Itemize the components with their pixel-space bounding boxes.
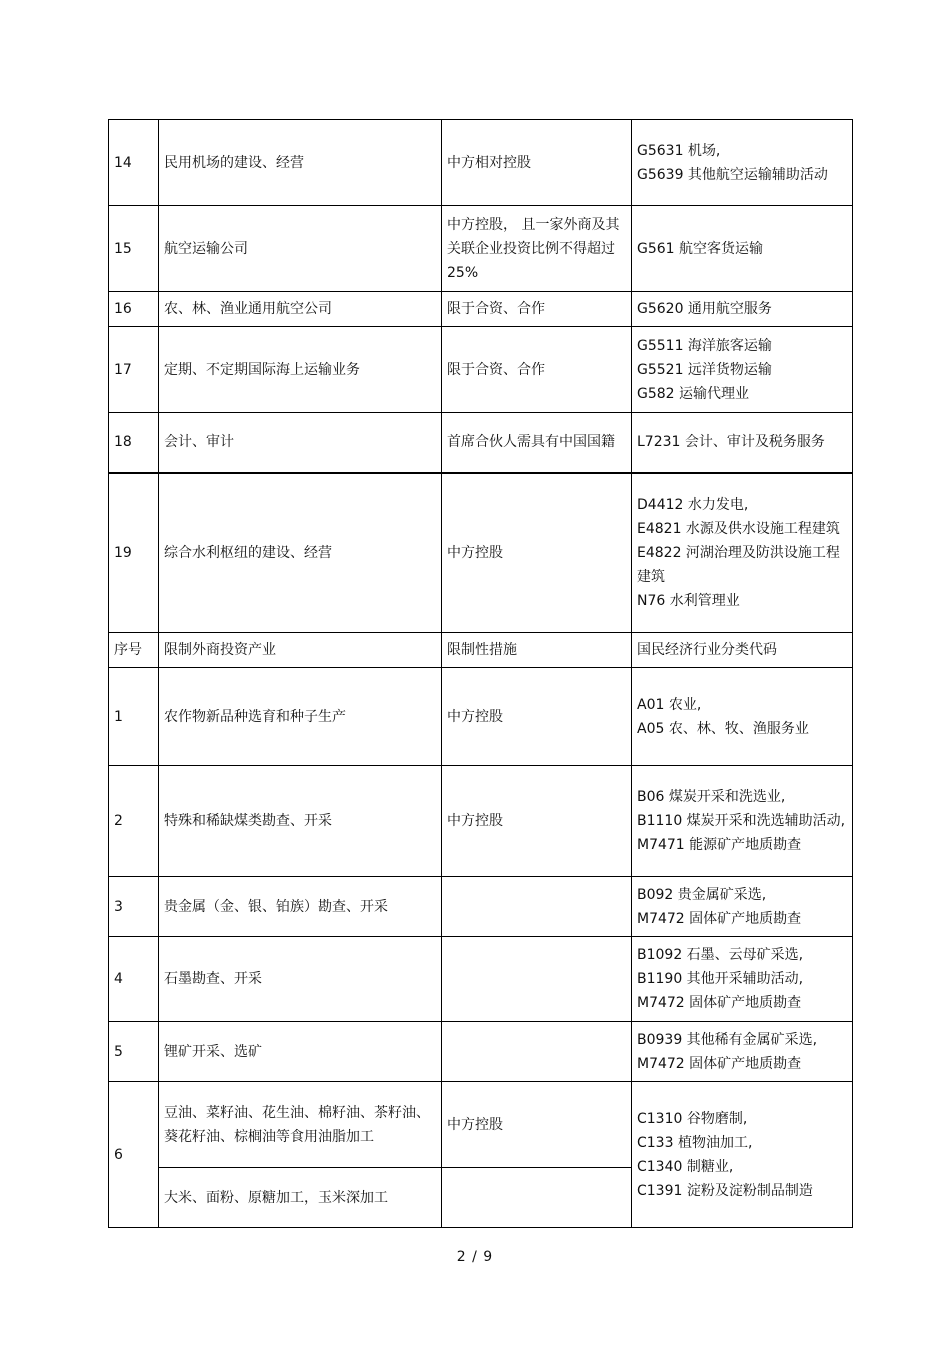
measure-cell <box>442 1022 632 1082</box>
table-row <box>109 1022 853 1082</box>
code-cell <box>632 1082 853 1228</box>
code-line: B0939 其他稀有金属矿采选, <box>637 1031 818 1048</box>
industry-cell: 定期、不定期国际海上运输业务 <box>159 327 442 413</box>
industry-cell: 石墨勘查、开采 <box>159 937 442 1022</box>
row-number: 16 <box>109 292 159 327</box>
industry-cell: 航空运输公司 <box>159 206 442 292</box>
code-line: L7231 会计、审计及税务服务 <box>637 434 825 451</box>
table-row <box>109 413 853 473</box>
industry-cell: 贵金属（金、银、铂族）勘查、开采 <box>159 877 442 937</box>
header-measure: 限制性措施 <box>442 633 632 668</box>
code-line: G5639 其他航空运输辅助活动 <box>637 166 828 183</box>
header-industry: 限制外商投资产业 <box>159 633 442 668</box>
measure-cell: 中方控股 <box>442 766 632 877</box>
code-line: A05 农、林、牧、渔服务业 <box>637 720 809 737</box>
table-row <box>109 120 853 206</box>
code-line: A01 农业, <box>637 696 702 713</box>
code-line: G561 航空客货运输 <box>637 240 764 257</box>
row-number: 6 <box>109 1082 159 1228</box>
industry-cell: 综合水利枢纽的建设、经营 <box>159 473 442 633</box>
code-line: M7472 固体矿产地质勘查 <box>637 910 802 927</box>
table-row <box>109 937 853 1022</box>
code-line: G5620 通用航空服务 <box>637 301 772 317</box>
code-cell <box>632 937 853 1022</box>
header-codes: 国民经济行业分类代码 <box>632 633 853 668</box>
industry-cell: 农、林、渔业通用航空公司 <box>159 292 442 327</box>
code-line: G5511 海洋旅客运输 <box>637 337 772 354</box>
measure-cell <box>442 1168 632 1228</box>
industry-cell: 农作物新品种选育和种子生产 <box>159 668 442 766</box>
code-cell <box>632 120 853 206</box>
code-line: C1391 淀粉及淀粉制品制造 <box>637 1182 813 1199</box>
industry-table <box>108 119 853 1228</box>
row-number: 1 <box>109 668 159 766</box>
code-cell <box>632 668 853 766</box>
row-number: 18 <box>109 413 159 473</box>
row-number: 3 <box>109 877 159 937</box>
industry-cell: 会计、审计 <box>159 413 442 473</box>
code-line: E4821 水源及供水设施工程建筑 <box>637 520 840 537</box>
row-number: 19 <box>109 473 159 633</box>
table-row <box>109 292 853 327</box>
measure-cell: 中方相对控股 <box>442 120 632 206</box>
code-cell <box>632 292 853 327</box>
code-line: N76 水利管理业 <box>637 592 740 609</box>
code-line: C1310 谷物磨制, <box>637 1110 748 1127</box>
industry-cell: 特殊和稀缺煤类勘查、开采 <box>159 766 442 877</box>
industry-cell: 大米、面粉、原糖加工，玉米深加工 <box>159 1168 442 1228</box>
code-line: C133 植物油加工, <box>637 1134 753 1151</box>
code-line: E4822 河湖治理及防洪设施工程建筑 <box>637 544 840 585</box>
code-line: G582 运输代理业 <box>637 385 750 402</box>
industry-cell: 豆油、菜籽油、花生油、棉籽油、茶籽油、葵花籽油、棕榈油等食用油脂加工 <box>159 1082 442 1168</box>
code-cell <box>632 327 853 413</box>
page-number: 2 / 9 <box>456 1249 494 1265</box>
table-row <box>109 1082 853 1168</box>
row-number: 4 <box>109 937 159 1022</box>
code-cell <box>632 877 853 937</box>
table-row <box>109 877 853 937</box>
row-number: 5 <box>109 1022 159 1082</box>
measure-cell: 中方控股 <box>442 668 632 766</box>
code-cell <box>632 413 853 473</box>
code-cell <box>632 206 853 292</box>
table-row <box>109 766 853 877</box>
measure-cell <box>442 877 632 937</box>
row-number: 17 <box>109 327 159 413</box>
industry-cell: 民用机场的建设、经营 <box>159 120 442 206</box>
table-row <box>109 327 853 413</box>
header-number: 序号 <box>109 633 159 668</box>
code-line: B092 贵金属矿采选, <box>637 886 767 903</box>
measure-cell: 中方控股， 且一家外商及其关联企业投资比例不得超过 25% <box>442 206 632 292</box>
code-line: C1340 制糖业, <box>637 1158 734 1175</box>
code-line: B1110 煤炭开采和洗选辅助活动, <box>637 813 846 829</box>
code-line: B1092 石墨、云母矿采选, <box>637 947 804 963</box>
code-line: G5521 远洋货物运输 <box>637 361 772 378</box>
code-line: G5631 机场, <box>637 142 721 159</box>
measure-cell <box>442 937 632 1022</box>
code-line: M7471 能源矿产地质勘查 <box>637 837 802 853</box>
row-number: 2 <box>109 766 159 877</box>
code-line: B1190 其他开采辅助活动, <box>637 971 804 987</box>
measure-cell: 限于合资、合作 <box>442 292 632 327</box>
code-cell <box>632 1022 853 1082</box>
table-header-row <box>109 633 853 668</box>
table-row <box>109 473 853 633</box>
code-line: M7472 固体矿产地质勘查 <box>637 995 802 1011</box>
measure-cell: 中方控股 <box>442 473 632 633</box>
table-row <box>109 668 853 766</box>
industry-cell: 锂矿开采、选矿 <box>159 1022 442 1082</box>
code-cell <box>632 473 853 633</box>
code-line: D4412 水力发电, <box>637 496 749 513</box>
table-row <box>109 206 853 292</box>
measure-cell: 中方控股 <box>442 1082 632 1168</box>
measure-cell: 限于合资、合作 <box>442 327 632 413</box>
row-number: 15 <box>109 206 159 292</box>
measure-cell: 首席合伙人需具有中国国籍 <box>442 413 632 473</box>
code-line: M7472 固体矿产地质勘查 <box>637 1055 802 1072</box>
code-cell <box>632 766 853 877</box>
code-line: B06 煤炭开采和洗选业, <box>637 789 786 805</box>
row-number: 14 <box>109 120 159 206</box>
